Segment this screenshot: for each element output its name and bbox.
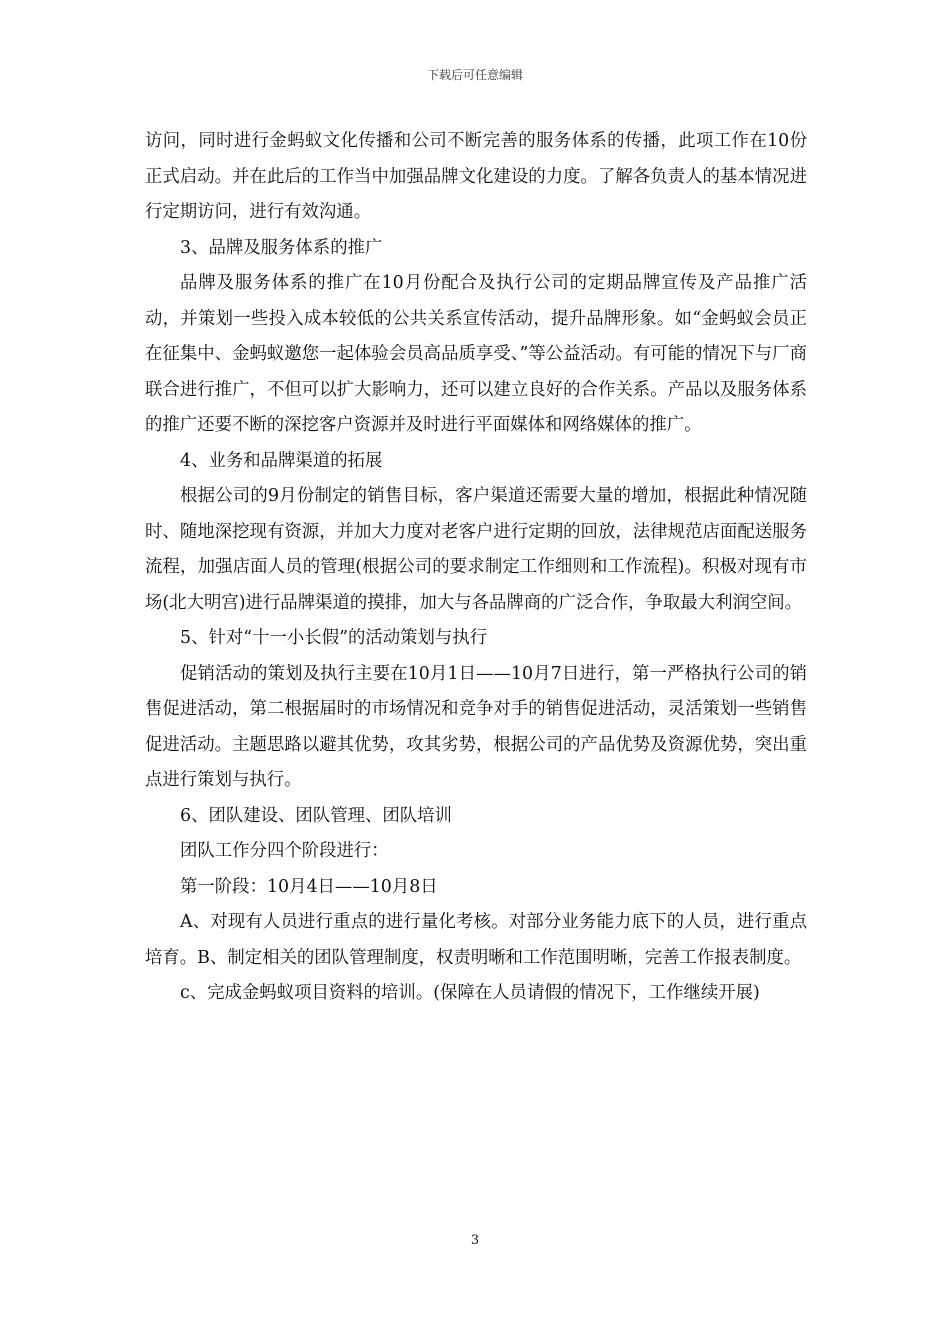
paragraph-holiday-promotion: 促销活动的策划及执行主要在10月1日——10月7日进行，第一严格执行公司的销售促进活动，第二根据届时的市场情况和竞争对手的销售促进活动，灵活策划一些销售促进活动。主题思路以避其优势，攻其劣势，根据公司的产品优势及资源优势，突出重点进行策划与执行。	[145, 663, 807, 790]
section-heading-6: 6、团队建设、团队管理、团队培训	[180, 805, 452, 826]
paragraph-item-c: c、完成金蚂蚁项目资料的培训。(保障在人员请假的情况下，工作继续开展)	[180, 983, 760, 1003]
paragraph-team-stages: 团队工作分四个阶段进行：	[180, 841, 389, 861]
section-heading-5: 5、针对“十一小长假”的活动策划与执行	[180, 628, 488, 648]
document-body	[145, 124, 807, 1012]
paragraph-item-a-b: A、对现有人员进行重点的进行量化考核。对部分业务能力底下的人员，进行重点培育。B、制定相关的团队管理制度，权责明晰和工作范围明晰，完善工作报表制度。	[145, 912, 807, 968]
paragraph-channel-expansion: 根据公司的9月份制定的销售目标，客户渠道还需要大量的增加，根据此种情况随时、随地深挖现有资源，并加大力度对老客户进行定期的回放，法律规范店面配送服务流程，加强店面人员的管理(根据公司的要求制定工作细则和工作流程)。积极对现有市场(北大明宫)进行品牌渠道的摸排，加大与各品牌商的广泛合作，争取最大利润空间。	[145, 486, 807, 613]
section-heading-3: 3、品牌及服务体系的推广	[180, 237, 383, 258]
page-number: 3	[470, 1233, 480, 1248]
page-header: 下载后可任意编辑	[426, 68, 523, 82]
paragraph-brand-promotion: 品牌及服务体系的推广在10月份配合及执行公司的定期品牌宣传及产品推广活动，并策划一些投入成本较低的公共关系宣传活动，提升品牌形象。如“金蚂蚁会员正在征集中、金蚂蚁邀您一起体验会员高品质享受、”等公益活动。有可能的情况下与厂商联合进行推广，不但可以扩大影响力，还可以建立良好的合作关系。产品以及服务体系的推广还要不断的深挖客户资源并及时进行平面媒体和网络媒体的推广。	[145, 273, 807, 435]
paragraph-continuation: 访问，同时进行金蚂蚁文化传播和公司不断完善的服务体系的传播，此项工作在10份正式启动。并在此后的工作当中加强品牌文化建设的力度。了解各负责人的基本情况进行定期访问，进行有效沟通。	[145, 131, 807, 222]
paragraph-stage-one: 第一阶段：10月4日——10月8日	[180, 876, 438, 897]
section-heading-4: 4、业务和品牌渠道的拓展	[180, 450, 383, 471]
